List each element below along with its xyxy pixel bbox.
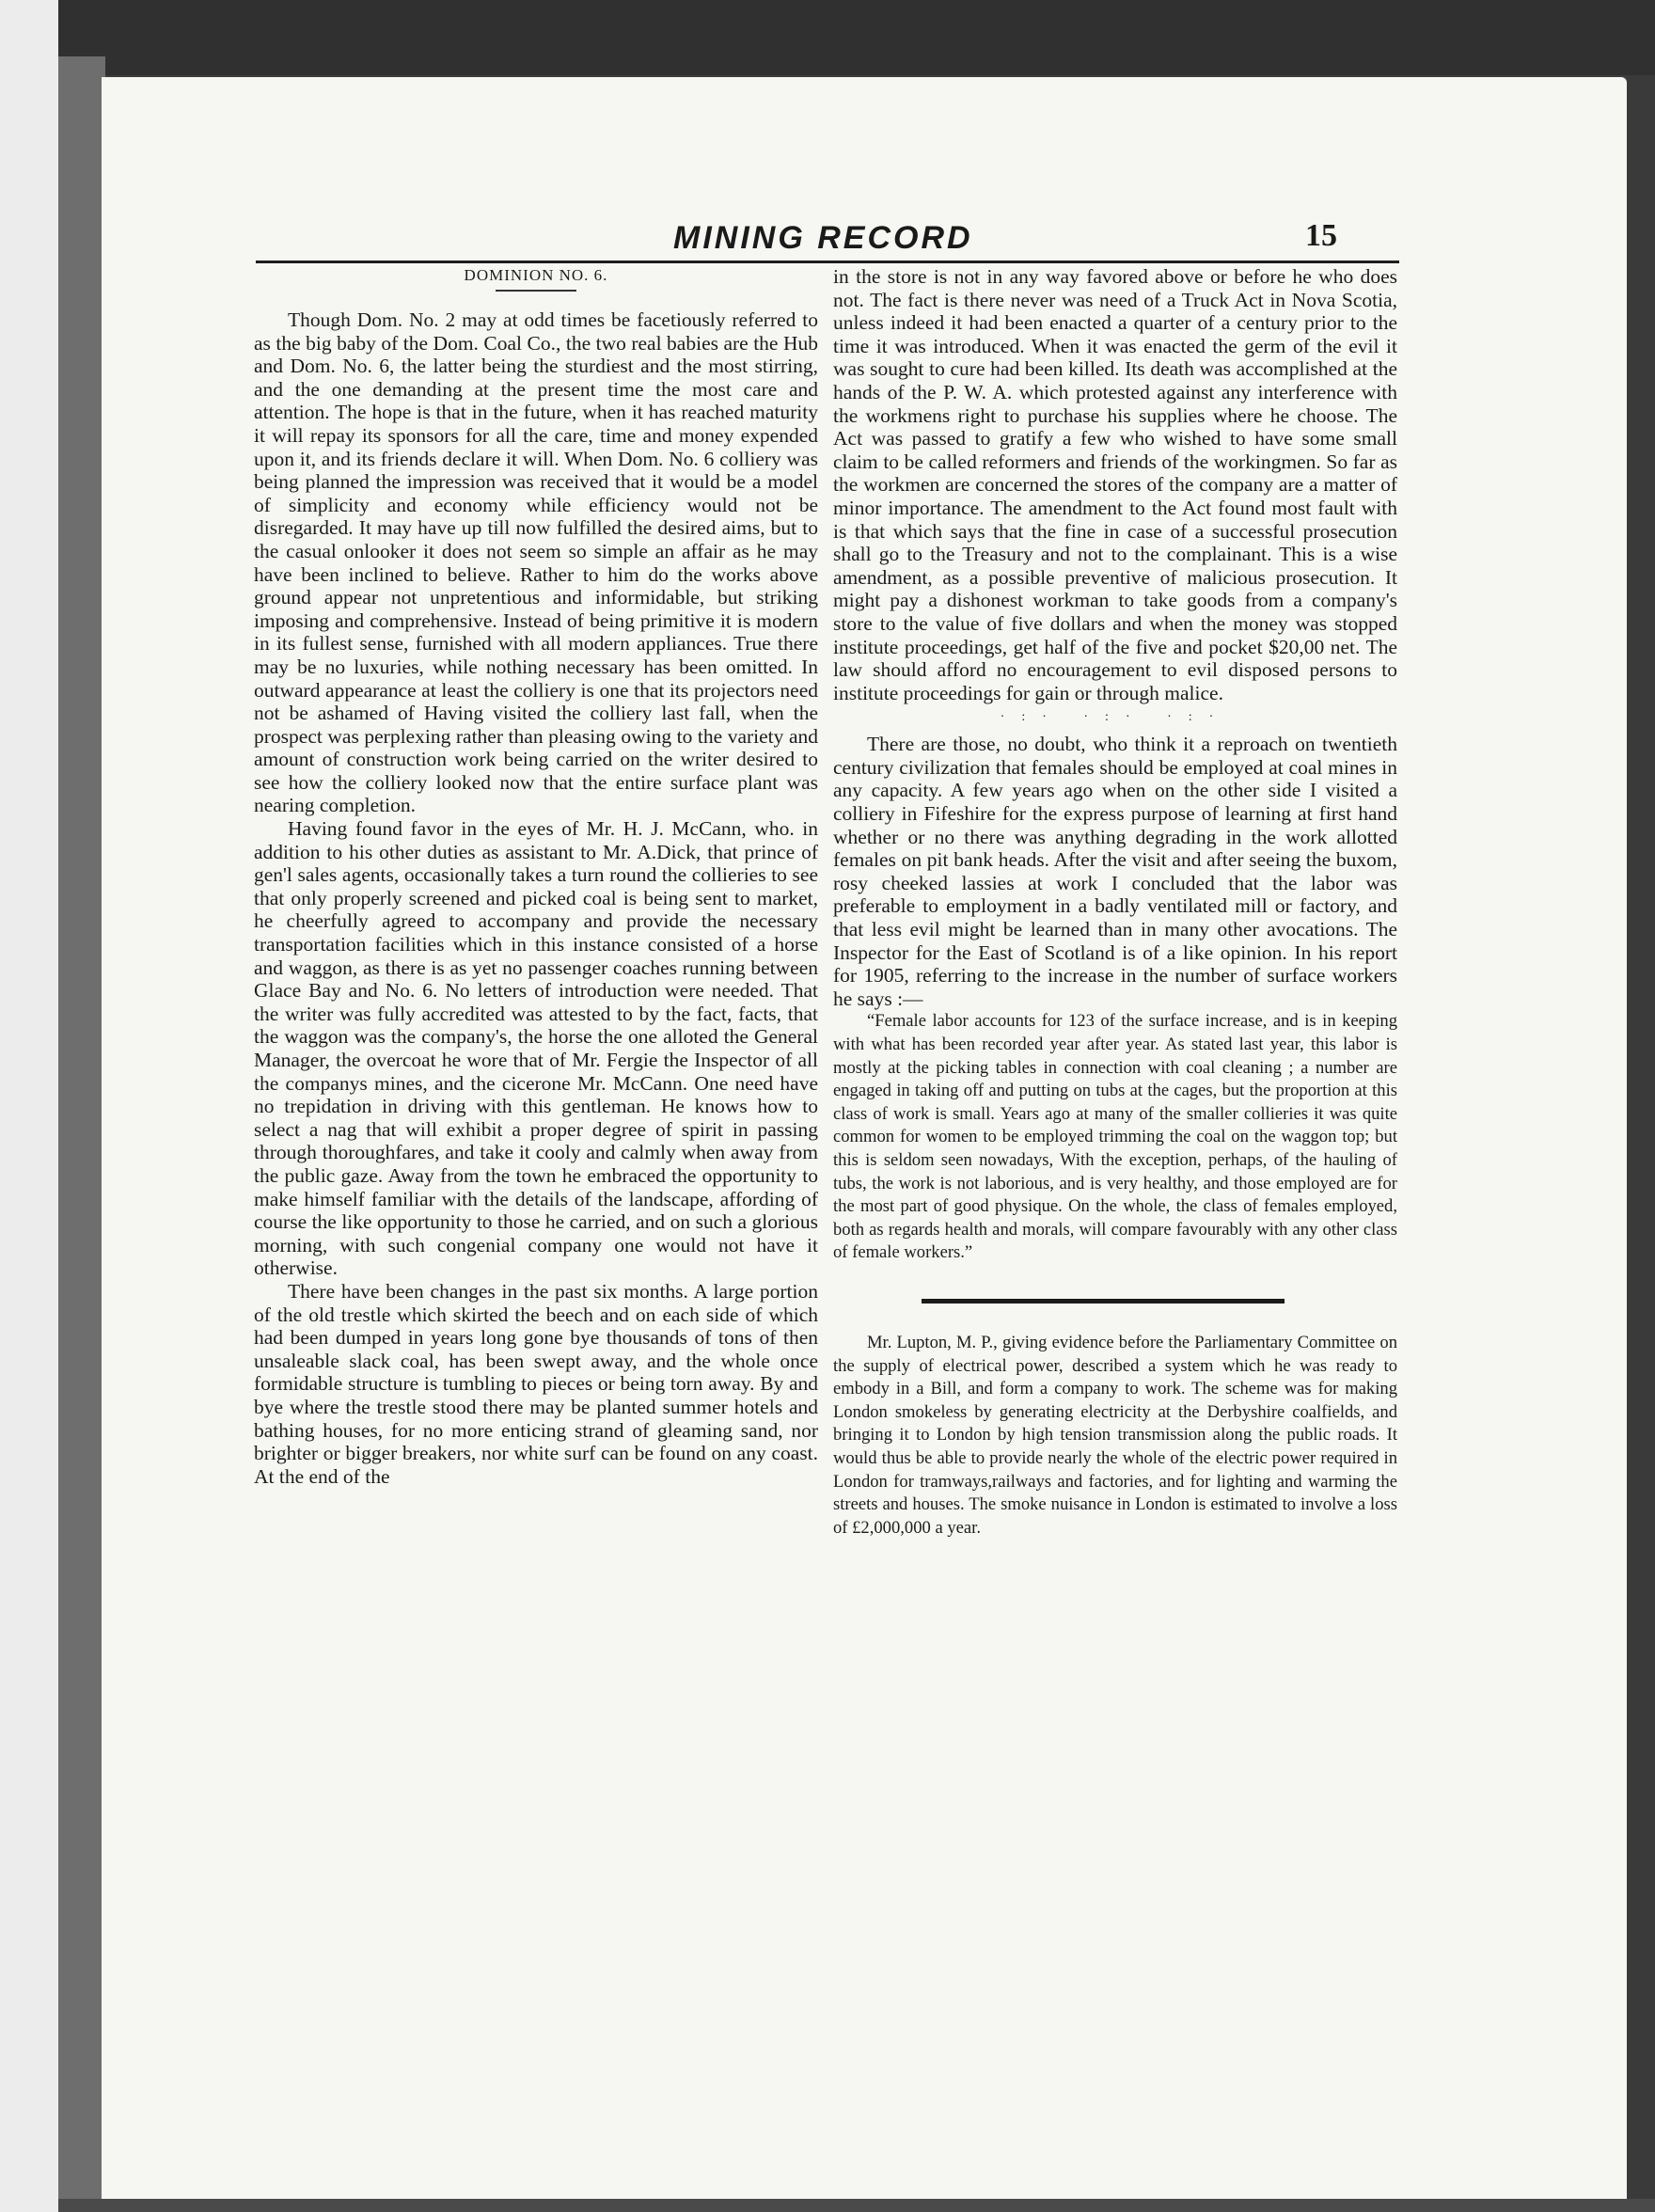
article-paragraph: in the store is not in any way favored above or before he who does not. The fact is there never was need of a Truck Act in Nova Scotia, unless indeed it had been enacted a quarter of a century prior to the time it was introduced. When it was enacted the germ of the evil it was sought to cure had been killed. Its death was accomplished at the hands of the P. W. A. which protested against any interference with the workmens right to purchase his supplies where he choose. The Act was passed to gratify a few who wished to have some small claim to be called reformers and friends of the workingmen. So far as the workmen are concerned the stores of the company are a matter of minor importance. The amendment to the Act found most fault with is that which says that the fine in case of a successful prosecution shall go to the Treasury and not to the complainant. This is a wise amendment, as a possible preventive of malicious prosecution. It might pay a dishonest workman to take goods from a company's store to the value of five dollars and when the money was stopped institute proceedings, get half of the five and pocket $20,00 net. The law should afford no encouragement to evil disposed persons to institute proceedings for gain or through malice.: [833, 265, 1397, 704]
section-separator: ·:· ·:· ·:·: [1000, 710, 1231, 725]
right-column: [833, 265, 1397, 1540]
scanner-right-edge: [1627, 75, 1655, 2212]
page-header-title: MINING RECORD: [673, 220, 973, 256]
section-rule: [922, 1299, 1285, 1304]
header-rule: [256, 261, 1399, 263]
article-paragraph: There are those, no doubt, who think it a reproach on twentieth century civilization that females should be employed at coal mines in any capacity. A few years ago when on the other side I visited a colliery in Fifeshire for the express purpose of learning at first hand whether or no there was anything degrading in the work allotted females on pit bank heads. After the visit and after seeing the buxom, rosy cheeked lassies at work I concluded that the labor was preferable to employment in a badly ventilated mill or factory, and that less evil might be learned than in many other avocations. The Inspector for the East of Scotland is of a like opinion. In his report for 1905, referring to the increase in the number of surface workers he says :—: [833, 733, 1397, 1010]
left-margin-paper: [0, 0, 58, 2212]
section-heading: DOMINION NO. 6.: [464, 266, 608, 284]
article-paragraph: Mr. Lupton, M. P., giving evidence before the Parliamentary Committee on the supply of electrical power, described a system which he was ready to embody in a Bill, and form a company to work. The scheme was for making London smokeless by generating electricity at the Derbyshire coalfields, and bringing it to London by high tension transmission along the public roads. It would thus be able to provide nearly the whole of the electric power required in London for tramways,railways and factories, and for lighting and warming the streets and houses. The smoke nuisance in London is estimated to involve a loss of £2,000,000 a year.: [833, 1332, 1397, 1538]
article-paragraph: Having found favor in the eyes of Mr. H. J. McCann, who. in addition to his other duties as assistant to Mr. A.Dick, that prince of gen'l sales agents, occasionally takes a turn round the collieries to see that only properly screened and picked coal is being sent to market, he cheerfully agreed to accompany and provide the necessary transportation facilities which in this instance consisted of a horse and waggon, as there is as yet no passenger coaches running between Glace Bay and No. 6. No letters of introduction were needed. That the writer was fully accredited was attested to by the fact, facts, that the waggon was the company's, the horse the one alloted the General Manager, the overcoat he wore that of Mr. Fergie the Inspector of all the companys mines, and the cicerone Mr. McCann. One need have no trepidation in driving with this gentleman. He knows how to select a nag that will exhibit a proper degree of spirit in passing through thoroughfares, and take it cooly and calmly when away from the public gaze. Away from the town he embraced the opportunity to make himself familiar with the details of the landscape, affording of course the like opportunity to those he carried, and on such a glorious morning, with such congenial company one would not have it otherwise.: [254, 817, 818, 1280]
page-number: 15: [1305, 218, 1337, 253]
binding-spine: [58, 56, 105, 2210]
scanner-top-edge: [0, 0, 1655, 75]
article-paragraph: There have been changes in the past six months. A large portion of the old trestle which skirted the beech and on each side of which had been dumped in years long gone bye thousands of tons of then unsaleable slack coal, has been swept away, and the whole once formidable structure is tumbling to pieces or being torn away. By and bye where the trestle stood there may be planted summer hotels and bathing houses, for no more enticing strand of gleaming sand, nor brighter or bigger breakers, nor white surf can be found on any coast. At the end of the: [254, 1279, 818, 1488]
quoted-report: “Female labor accounts for 123 of the surface increase, and is in keeping with what has been recorded year after year. As stated last year, this labor is mostly at the picking tables in connection with coal cleaning ; a number are engaged in taking off and putting on tubs at the cages, but the proportion at this class of work is small. Years ago at many of the smaller collieries it was quite common for women to be employed trimming the coal on the waggon top; but this is seldom seen nowadays, With the exception, perhaps, of the hauling of tubs, the work is not laborious, and is very healthy, and those employed are for the most part of good physique. On the whole, the class of females employed, both as regards health and morals, will compare favourably with any other class of female workers.”: [833, 1011, 1397, 1263]
article-paragraph: Though Dom. No. 2 may at odd times be facetiously referred to as the big baby of the Dom. Coal Co., the two real babies are the Hub and Dom. No. 6, the latter being the sturdiest and the most stirring, and the one demanding at the present time the most care and attention. The hope is that in the future, when it has reached maturity it will repay its sponsors for all the care, time and money expended upon it, and its friends declare it will. When Dom. No. 6 colliery was being planned the impression was received that it would be a model of simplicity and economy while efficiency would not be disregarded. It may have up till now fulfilled the desired aims, but to the casual onlooker it does not seem so simple an affair as he may have been inclined to believe. Rather to him do the works above ground appear not unpretentious and informidable, but striking imposing and comprehensive. Instead of being primitive it is modern in its fullest sense, furnished with all modern appliances. True there may be no luxuries, while nothing necessary has been omitted. In outward appearance at least the colliery is one that its projectors need not be ashamed of Having visited the colliery last fall, when the prospect was perplexing rather than pleasing owing to the variety and amount of construction work being carried on the writer desired to see how the colliery looked now that the entire surface plant was nearing completion.: [254, 308, 818, 817]
heading-rule: [496, 290, 576, 292]
left-column: [254, 265, 818, 1488]
scanner-bottom-edge: [58, 2199, 1655, 2212]
